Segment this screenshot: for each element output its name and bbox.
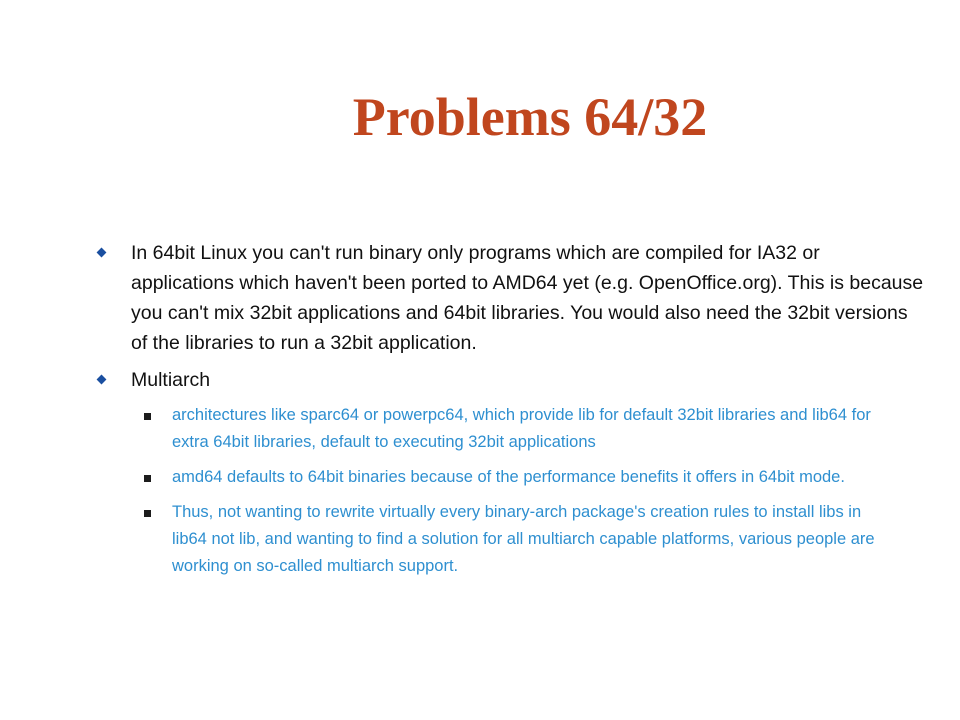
square-bullet-icon: [144, 413, 151, 420]
sub-bullet-text: architectures like sparc64 or powerpc64, which provide lib for default 32bit libraries and lib64 for extra 64bit libraries, default to executing 32bit applications: [172, 406, 871, 451]
square-bullet-icon: [144, 475, 151, 482]
diamond-bullet-icon: [97, 375, 107, 385]
sub-bullet-text: Thus, not wanting to rewrite virtually every binary-arch package's creation rules to install libs in lib64 not lib, and wanting to find a solution for all multiarch capable platforms, various people are working on so-called multiarch support.: [172, 503, 875, 575]
square-bullet-icon: [144, 510, 151, 517]
sub-bullet-item: [143, 402, 882, 456]
sub-bullet-text: amd64 defaults to 64bit binaries because of the performance benefits it offers in 64bit mode.: [172, 468, 845, 486]
sub-bullet-item: [143, 499, 882, 580]
slide-body: [96, 238, 926, 588]
bullet-item: [96, 238, 926, 358]
bullet-text: Multiarch: [131, 369, 211, 391]
slide-title: Problems 64/32: [352, 87, 708, 147]
sub-bullet-list: [96, 402, 926, 580]
diamond-bullet-icon: [97, 248, 107, 258]
bullet-item: [96, 365, 926, 395]
sub-bullet-item: [143, 464, 882, 491]
bullet-text: In 64bit Linux you can't run binary only programs which are compiled for IA32 or applications which haven't been ported to AMD64 yet (e.g. OpenOffice.org). This is because you can't mix 32bit applications and 64bit libraries. You would also need the 32bit versions of the libraries to run a 32bit application.: [131, 242, 924, 354]
